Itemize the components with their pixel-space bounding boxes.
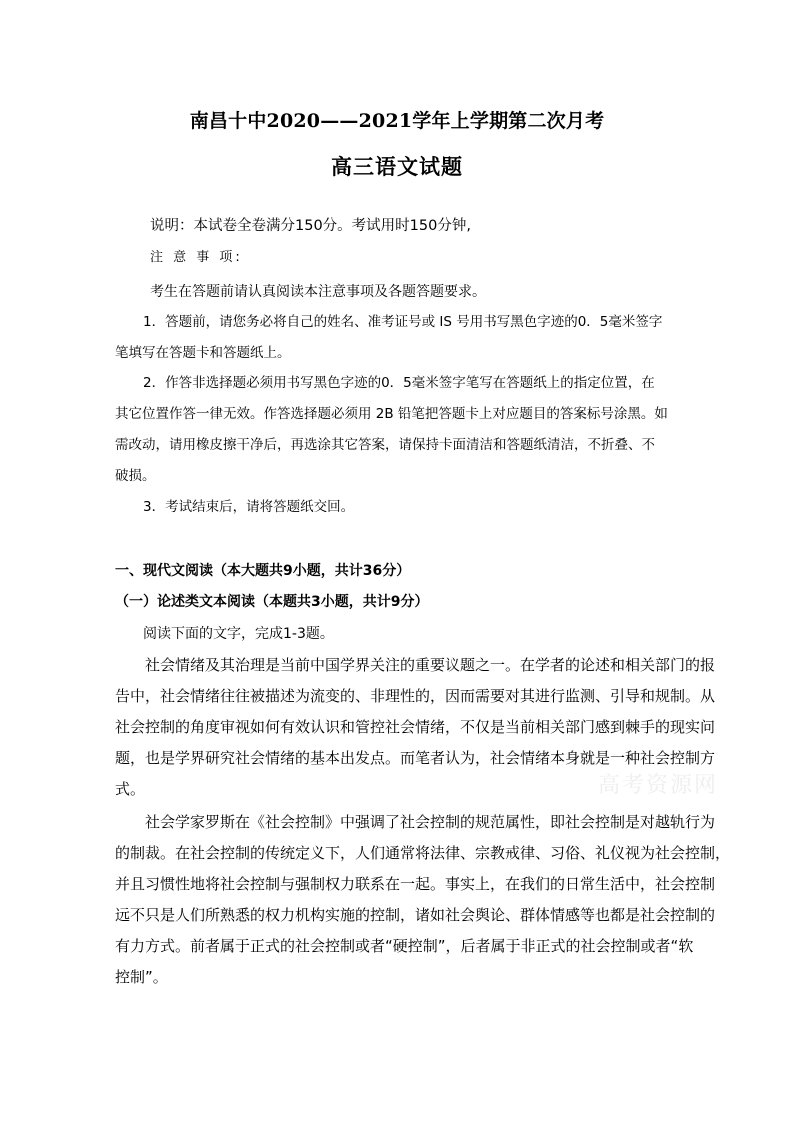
instruction-item-2-line-1: 2．作答非选择题必须用书写黑色字迹的0．5毫米签字笔写在答题纸上的指定位置，在 [143,375,655,391]
passage-p2-line-2: 的制裁。在社会控制的传统定义下，人们通常将法律、宗教戒律、习俗、礼仪视为社会控制， [115,844,731,862]
instruction-item-2-line-3: 需改动，请用橡皮擦干净后，再选涂其它答案，请保持卡面清洁和答题纸清洁，不折叠、不 [115,437,655,453]
section-heading: 一、现代文阅读（本大题共9小题，共计36分） [115,563,411,579]
passage-p1-line-1: 社会情绪及其治理是当前中国学界关注的重要议题之一。在学者的论述和相关部门的报 [145,656,716,674]
instructions-note: 说明：本试卷全卷满分150分。考试用时150分钟, [150,218,471,234]
passage-p1-line-2: 告中，社会情绪往往被描述为流变的、非理性的，因而需要对其进行监测、引导和规制。从 [115,687,716,705]
passage-p2-line-3: 并且习惯性地将社会控制与强制权力联系在一起。事实上，在我们的日常生活中，社会控制 [115,875,716,893]
reading-prompt: 阅读下面的文字，完成1-3题。 [143,626,334,642]
subsection-heading: （一）论述类文本阅读（本题共3小题，共计9分） [115,594,429,610]
instruction-item-3: 3．考试结束后，请将答题纸交回。 [143,499,355,515]
passage-p1-line-3: 社会控制的角度审视如何有效认识和管控社会情绪，不仅是当前相关部门感到棘手的现实问 [115,718,716,736]
exam-title: 南昌十中2020——2021学年上学期第二次月考 [189,110,605,132]
instructions-intro: 考生在答题前请认真阅读本注意事项及各题答题要求。 [150,284,486,300]
passage-p2-line-1: 社会学家罗斯在《社会控制》中强调了社会控制的规范属性，即社会控制是对越轨行为 [145,813,716,831]
passage-p2-line-5: 有力方式。前者属于正式的社会控制或者“硬控制”，后者属于非正式的社会控制或者“软 [115,937,694,955]
passage-p2-line-6: 控制”。 [115,968,168,986]
passage-p1-line-5: 式。 [115,780,146,798]
instruction-item-1-line-2: 笔填写在答题卡和答题纸上。 [115,345,291,361]
instruction-item-2-line-4: 破损。 [115,468,156,484]
instruction-item-2-line-2: 其它位置作答一律无效。作答选择题必须用 2B 铅笔把答题卡上对应题目的答案标号涂黑。如 [115,406,668,422]
watermark: 高考资源网 [598,773,719,798]
passage-p2-line-4: 远不只是人们所熟悉的权力机构实施的控制，诸如社会舆论、群体情感等也都是社会控制的 [115,906,716,924]
passage-p1-line-4: 题，也是学界研究社会情绪的基本出发点。而笔者认为，社会情绪本身就是一种社会控制方 [115,749,716,767]
instruction-item-1-line-1: 1．答题前，请您务必将自己的姓名、准考证号或 IS 号用书写黑色字迹的0．5毫米签字 [143,314,663,330]
instructions-heading: 注 意 事 项: [150,250,243,265]
exam-subtitle: 高三语文试题 [331,154,463,179]
